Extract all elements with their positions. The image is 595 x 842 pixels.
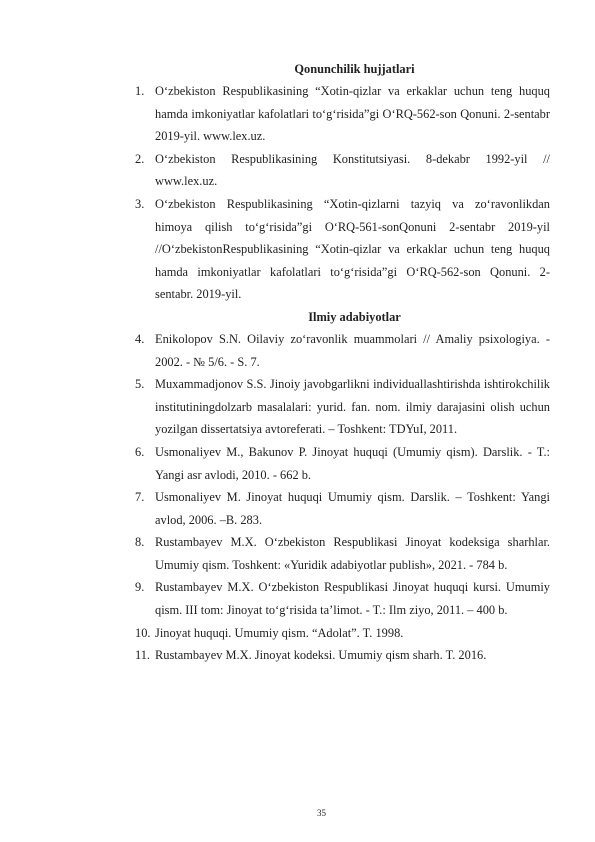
item-number: 11. (135, 648, 151, 663)
list-item (135, 80, 550, 148)
item-number: 9. (135, 580, 145, 595)
item-text: Muxammadjonov S.S. Jinoiy javobgarlikni individuallashtirishda ishtirokchilik institutiningdolzarb masalalari: yurid. fan. nom. ilmiy darajasini olish uchun yozilgan dissertatsiya avtoreferati. – Toshkent: TDYuI, 2011. (155, 377, 550, 437)
list-item (135, 644, 550, 667)
item-text: Rustambayev M.X. Jinoyat kodeksi. Umumiy qism sharh. T. 2016. (155, 648, 487, 663)
item-text: O‘zbekiston Respublikasining “Xotin-qizlarni tazyiq va zo‘ravonlikdan himoya qilish to‘g‘risida”gi O‘RQ-561-sonQonuni 2-sentabr 2019-yil //O‘zbekistonRespublikasining “Xotin-qizlar va erkaklar uchun teng huquq hamda imkoniyatlar kafolatlari to‘g‘risida”gi O‘RQ-562-son Qonuni. 2-sentabr. 2019-yil. (155, 196, 550, 302)
item-number: 6. (135, 444, 145, 459)
references-section (135, 58, 550, 667)
list-item (135, 193, 550, 306)
legislation-list (135, 80, 550, 306)
list-item (135, 373, 550, 441)
item-number: 3. (135, 196, 145, 211)
item-number: 5. (135, 377, 145, 392)
item-text: O‘zbekiston Respublikasining Konstitutsiyasi. 8-dekabr 1992-yil // www.lex.uz. (155, 151, 550, 189)
list-item (135, 148, 550, 193)
item-text: Jinoyat huquqi. Umumiy qism. “Adolat”. T. 1998. (155, 625, 404, 640)
list-item (135, 441, 550, 486)
list-item (135, 328, 550, 373)
section-heading-scientific-literature: Ilmiy adabiyotlar (308, 309, 401, 324)
list-item (135, 576, 550, 621)
item-text: Enikolopov S.N. Oilaviy zo‘ravonlik muammolari // Amaliy psixologiya. - 2002. - № 5/6. - S. 7. (155, 331, 550, 369)
item-text: O‘zbekiston Respublikasining “Xotin-qizlar va erkaklar uchun teng huquq hamda imkoniyatlar kafolatlari to‘g‘risida”gi O‘RQ-562-son Qonuni. 2-sentabr 2019-yil. www.lex.uz. (155, 84, 550, 144)
item-number: 2. (135, 151, 145, 166)
item-number: 1. (135, 84, 145, 98)
list-item (135, 622, 550, 645)
item-number: 7. (135, 490, 145, 505)
item-number: 8. (135, 535, 145, 550)
item-text: Rustambayev M.X. O‘zbekiston Respublikasi Jinoyat kodeksiga sharhlar. Umumiy qism. Toshkent: «Yuridik adabiyotlar publish», 2021. - 784 b. (155, 535, 550, 572)
item-text: Rustambayev M.X. O‘zbekiston Respublikasi Jinoyat huquqi kursi. Umumiy qism. III tom: Jinoyat to‘g‘risida ta’limot. - T.: Ilm ziyo, 2011. – 400 b. (155, 580, 550, 618)
literature-list (135, 328, 550, 667)
section-heading-legislation: Qonunchilik hujjatlari (294, 62, 415, 76)
item-number: 4. (135, 331, 145, 346)
page-number: 35 (317, 808, 326, 818)
list-item (135, 486, 550, 531)
list-item (135, 531, 550, 576)
item-text: Usmonaliyev M., Bakunov P. Jinoyat huquqi (Umumiy qism). Darslik. - T.: Yangi asr avlodi, 2010. - 662 b. (155, 444, 550, 482)
item-number: 10. (135, 625, 151, 640)
item-text: Usmonaliyev M. Jinoyat huquqi Umumiy qism. Darslik. – Toshkent: Yangi avlod, 2006. –B. 283. (155, 490, 550, 527)
